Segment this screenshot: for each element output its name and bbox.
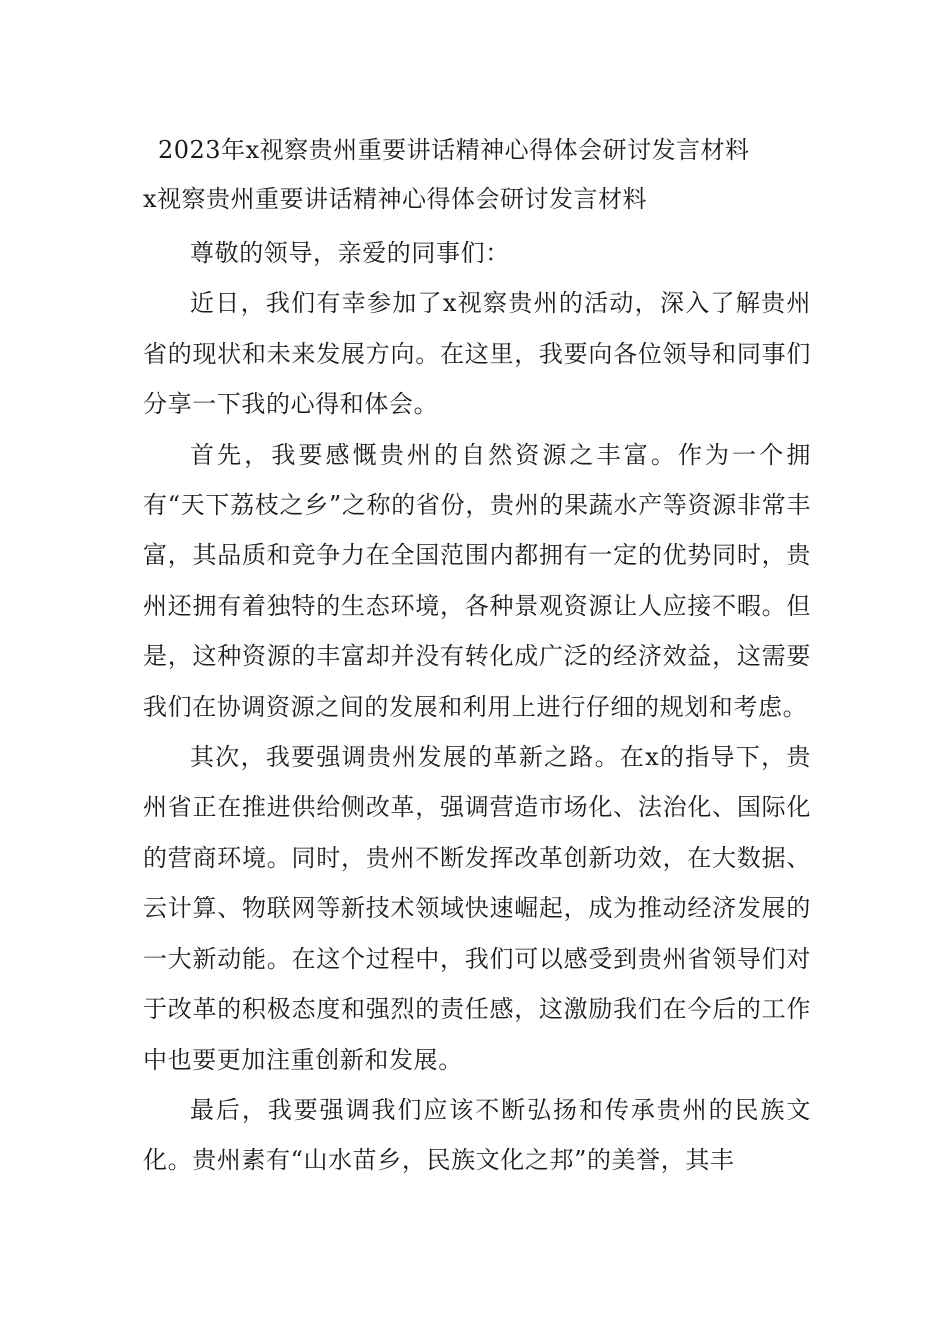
- body-paragraph: 最后，我要强调我们应该不断弘扬和传承贵州的民族文化。贵州素有“山水苗乡，民族文化之邦”的美誉，其丰: [143, 1095, 811, 1175]
- body-paragraph: 近日，我们有幸参加了x视察贵州的活动，深入了解贵州省的现状和未来发展方向。在这里，我要向各位领导和同事们分享一下我的心得和体会。: [143, 289, 811, 419]
- document-title: 2023年x视察贵州重要讲话精神心得体会研讨发言材料: [158, 136, 750, 164]
- body-paragraph: 首先，我要感慨贵州的自然资源之丰富。作为一个拥有“天下荔枝之乡”之称的省份，贵州的果蔬水产等资源非常丰富，其品质和竞争力在全国范围内都拥有一定的优势同时，贵州还拥有着独特的生态环境，各种景观资源让人应接不暇。但是，这种资源的丰富却并没有转化成广泛的经济效益，这需要我们在协调资源之间的发展和利用上进行仔细的规划和考虑。: [143, 440, 811, 721]
- document-body: [143, 228, 811, 1186]
- document-subtitle: x视察贵州重要讲话精神心得体会研讨发言材料: [143, 185, 648, 213]
- body-paragraph: 其次，我要强调贵州发展的革新之路。在x的指导下，贵州省正在推进供给侧改革，强调营造市场化、法治化、国际化的营商环境。同时，贵州不断发挥改革创新功效，在大数据、云计算、物联网等新技术领域快速崛起，成为推动经济发展的一大新动能。在这个过程中，我们可以感受到贵州省领导们对于改革的积极态度和强烈的责任感，这激励我们在今后的工作中也要更加注重创新和发展。: [143, 743, 811, 1074]
- greeting-paragraph: 尊敬的领导，亲爱的同事们：: [190, 239, 510, 267]
